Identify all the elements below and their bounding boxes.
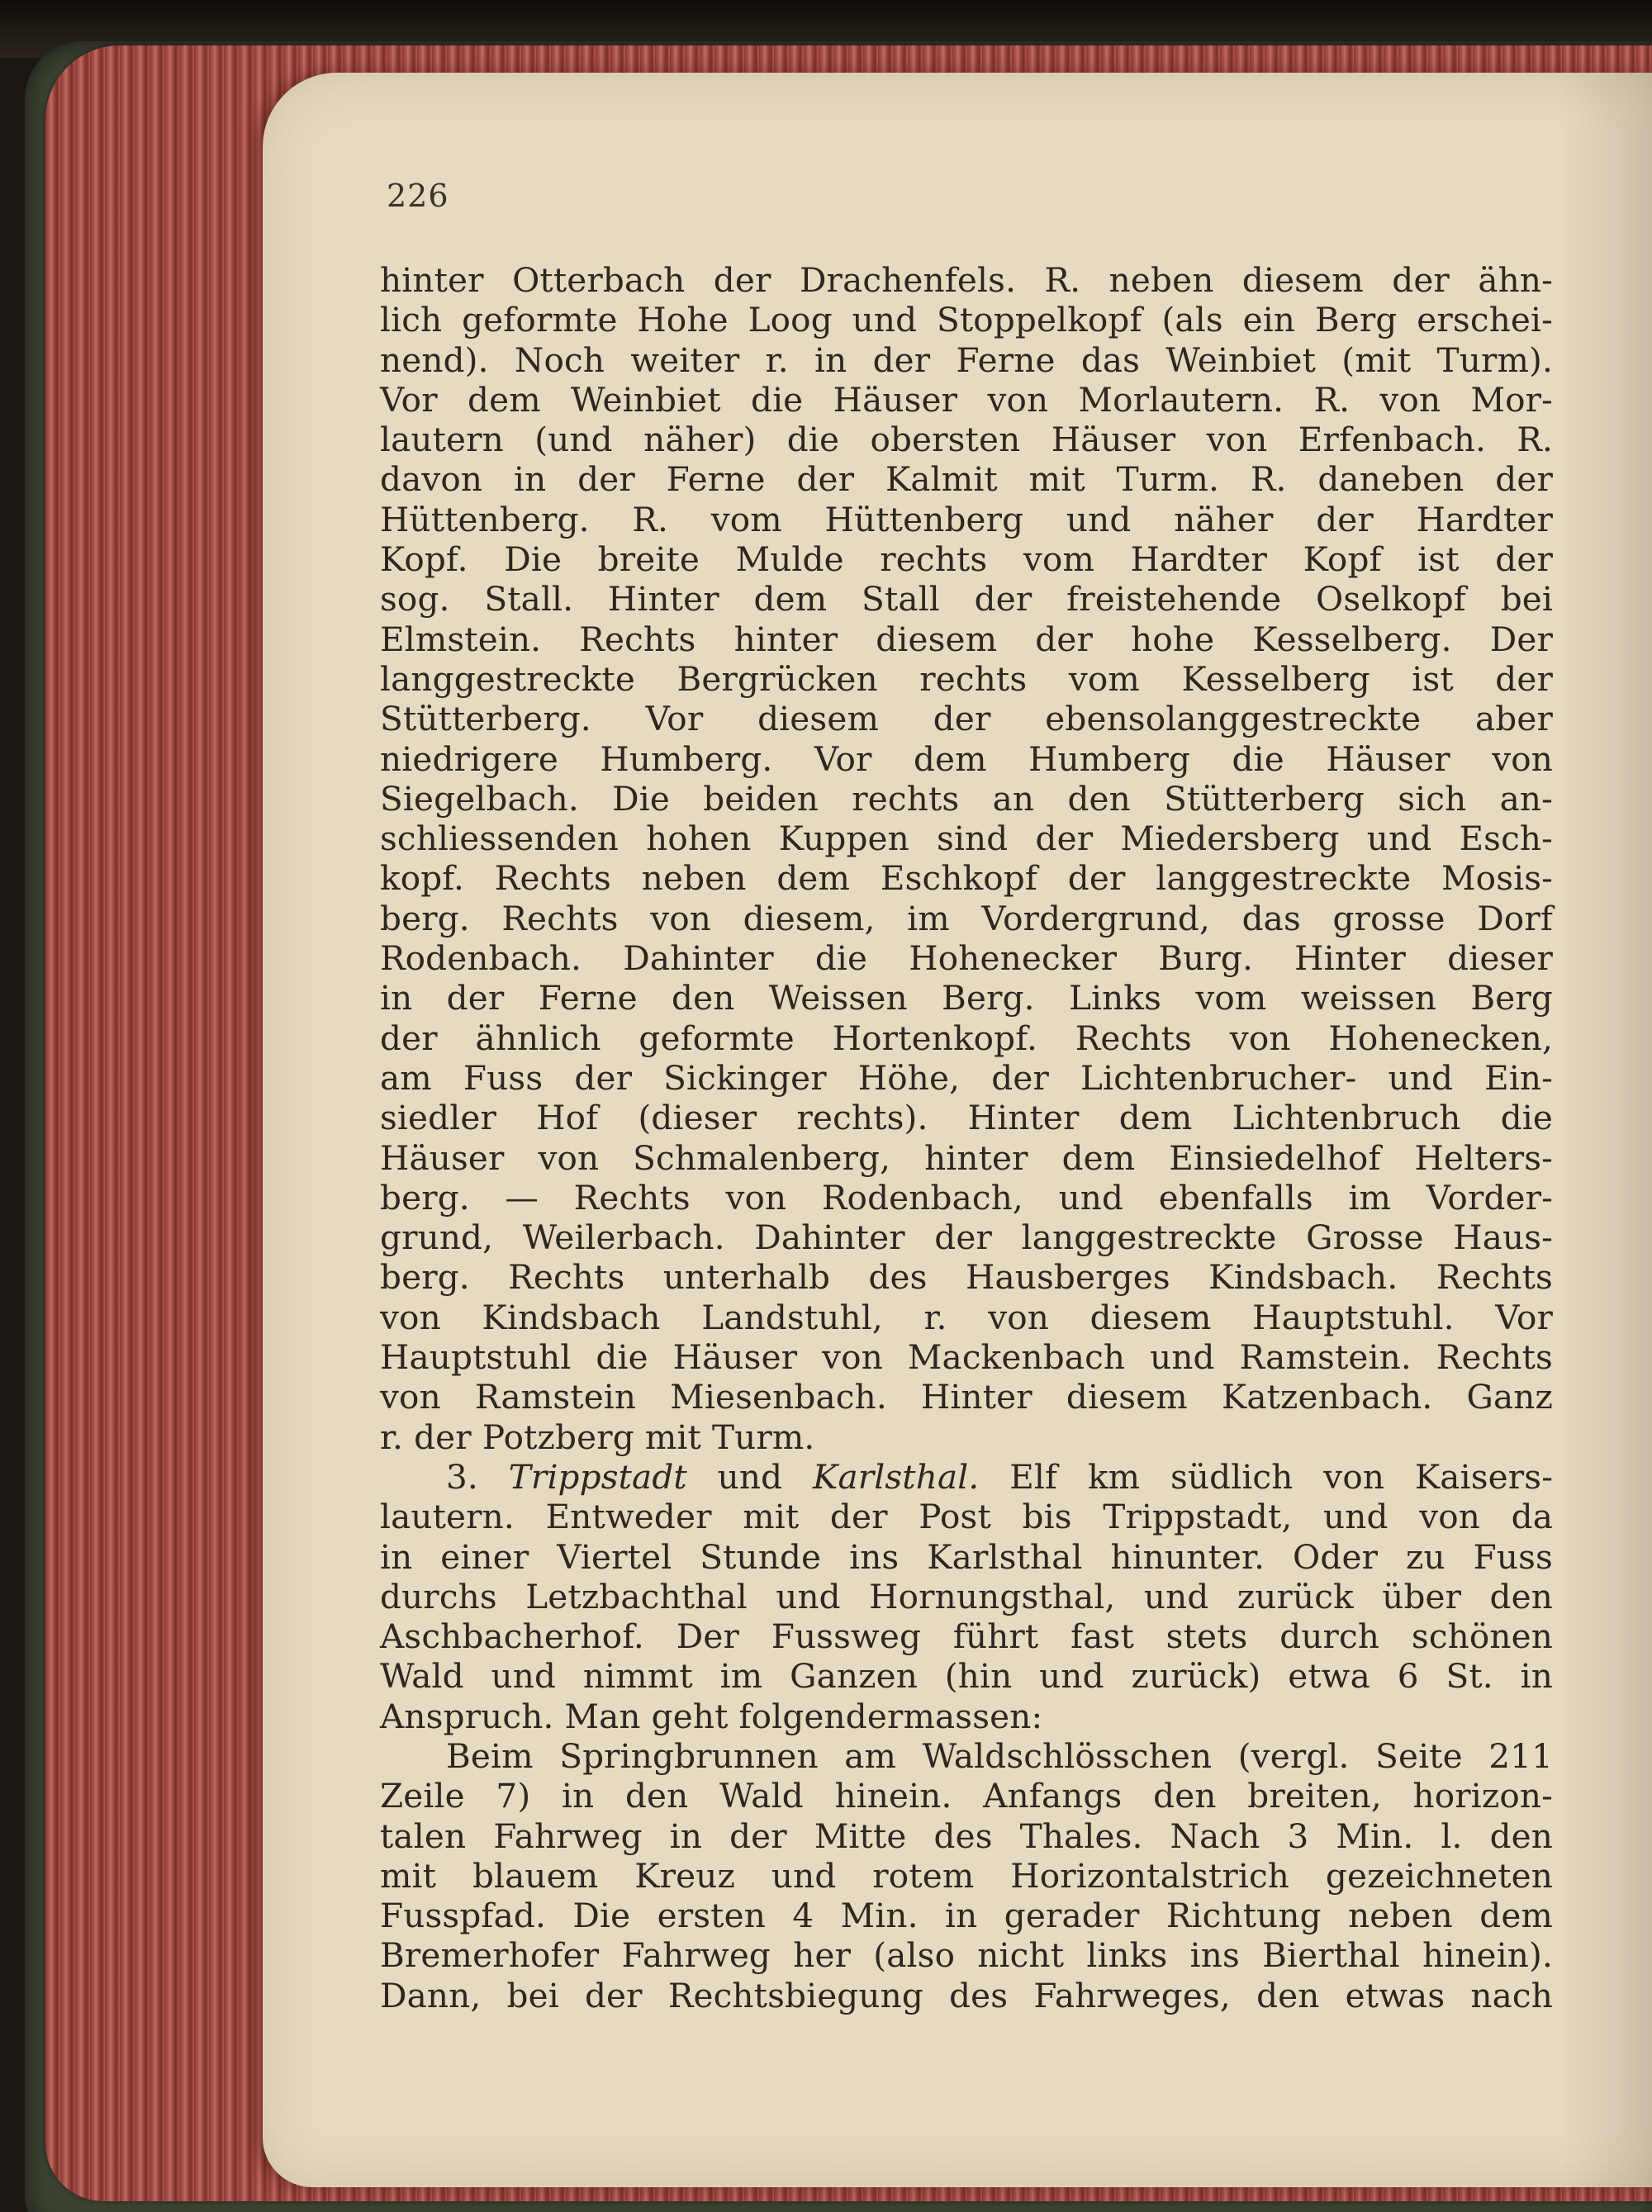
text-line: Stütterberg. Vor diesem der ebensolanggestreckte aber [380,699,1553,739]
text-line: von Kindsbach Landstuhl, r. von diesem Hauptstuhl. Vor [380,1297,1553,1337]
text-line: niedrigere Humberg. Vor dem Humberg die Häuser von [380,738,1553,779]
text-line: Anspruch. Man geht folgendermassen: [380,1696,1043,1736]
text-line: berg. Rechts von diesem, im Vordergrund, das grosse Dorf [380,898,1553,938]
text-line: Rodenbach. Dahinter die Hohenecker Burg. Hinter dieser [380,938,1553,979]
text-line: der ähnlich geformte Hortenkopf. Rechts von Hohenecken, [380,1018,1553,1058]
text-line: berg. — Rechts von Rodenbach, und ebenfalls im Vorder- [380,1177,1553,1218]
text-line: Bremerhofer Fahrweg her (also nicht links ins Bierthal hinein). [380,1935,1553,1976]
text-line: davon in der Ferne der Kalmit mit Turm. R. daneben der [380,459,1553,500]
section-heading-line [380,1457,1553,1497]
text-line: Aschbacherhof. Der Fussweg führt fast stets durch schönen [380,1616,1553,1657]
text-line: Beim Springbrunnen am Waldschlösschen (vergl. Seite 211 [446,1735,1553,1776]
text-line: in einer Viertel Stunde ins Karlsthal hinunter. Oder zu Fuss [380,1536,1553,1577]
text-line: durchs Letzbachthal und Hornungsthal, und zurück über den [380,1576,1553,1616]
text-line: mit blauem Kreuz und rotem Horizontalstrich gezeichneten [380,1855,1553,1896]
text-line: lich geformte Hohe Loog und Stoppelkopf (als ein Berg erschei- [380,300,1553,340]
text-line: Siegelbach. Die beiden rechts an den Stütterberg sich an- [380,778,1553,819]
text-line: schliessenden hohen Kuppen sind der Miedersberg und Esch- [380,819,1553,859]
text-line: Hauptstuhl die Häuser von Mackenbach und Ramstein. Rechts [380,1337,1553,1378]
text-line: Häuser von Schmalenberg, hinter dem Einsiedelhof Helters- [380,1137,1553,1178]
text-line: sog. Stall. Hinter dem Stall der freistehende Oselkopf bei [380,579,1553,619]
section-title-trippstadt: Trippstadt [508,1456,687,1497]
text-line: Dann, bei der Rechtsbiegung des Fahrweges, den etwas nach [380,1975,1553,2015]
section-number: 3. [446,1456,478,1497]
text-line: langgestreckte Bergrücken rechts vom Kesselberg ist der [380,658,1553,699]
section-connector: und [717,1456,783,1497]
text-line: Fusspfad. Die ersten 4 Min. in gerader Richtung neben dem [380,1896,1553,1936]
text-line: hinter Otterbach der Drachenfels. R. neben diesem der ähn- [380,260,1553,300]
text-line: in der Ferne den Weissen Berg. Links vom weissen Berg [380,978,1553,1018]
text-line: Wald und nimmt im Ganzen (hin und zurück) etwa 6 St. in [380,1656,1553,1697]
text-line: grund, Weilerbach. Dahinter der langgestreckte Grosse Haus- [380,1218,1553,1258]
text-line: berg. Rechts unterhalb des Hausberges Kindsbach. Rechts [380,1257,1553,1298]
text-line: Elmstein. Rechts hinter diesem der hohe Kesselberg. Der [380,619,1553,659]
text-line: Zeile 7) in den Wald hinein. Anfangs den breiten, horizon- [380,1776,1553,1816]
text-line: lautern. Entweder mit der Post bis Trippstadt, und von da [380,1497,1553,1537]
text-line: am Fuss der Sickinger Höhe, der Lichtenbrucher- und Ein- [380,1057,1553,1098]
text-line: talen Fahrweg in der Mitte des Thales. Nach 3 Min. l. den [380,1816,1553,1856]
section-heading-rest: Elf km südlich von Kaisers- [1009,1456,1554,1497]
body-text [380,260,1553,2015]
text-line: Kopf. Die breite Mulde rechts vom Hardter Kopf ist der [380,539,1553,580]
text-line: kopf. Rechts neben dem Eschkopf der langgestreckte Mosis- [380,858,1553,899]
text-line: lautern (und näher) die obersten Häuser von Erfenbach. R. [380,420,1553,460]
text-line: nend). Noch weiter r. in der Ferne das Weinbiet (mit Turm). [380,339,1553,380]
text-line: siedler Hof (dieser rechts). Hinter dem Lichtenbruch die [380,1098,1553,1138]
section-title-karlsthal: Karlsthal. [813,1456,980,1497]
text-line: r. der Potzberg mit Turm. [380,1417,815,1457]
text-line: Vor dem Weinbiet die Häuser von Morlautern. R. von Mor- [380,379,1553,420]
text-line: von Ramstein Miesenbach. Hinter diesem Katzenbach. Ganz [380,1377,1553,1417]
page-number: 226 [387,178,449,214]
text-line: Hüttenberg. R. vom Hüttenberg und näher der Hardter [380,499,1553,539]
